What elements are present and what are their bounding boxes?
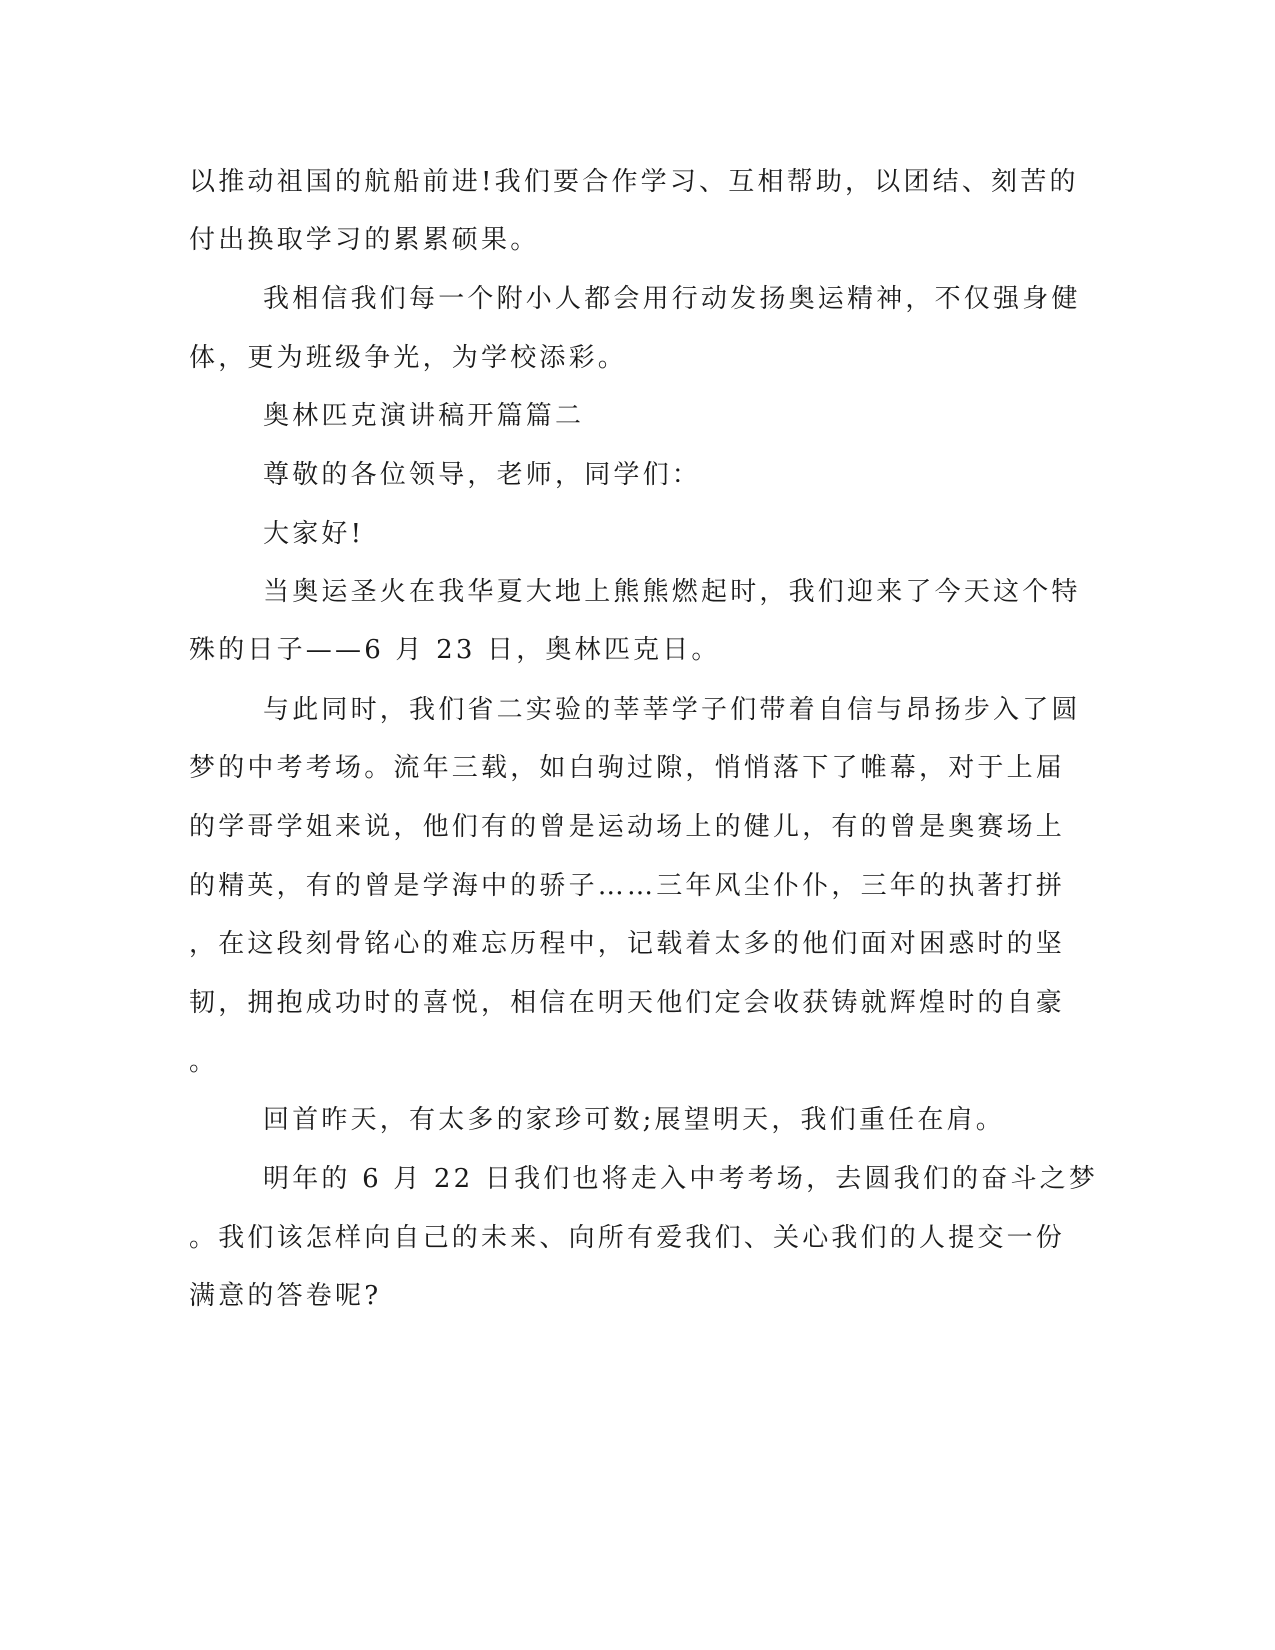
text-line: 以推动祖国的航船前进!我们要合作学习、互相帮助，以团结、刻苦的: [189, 167, 1079, 197]
section-heading: 奥林匹克演讲稿开篇篇二: [263, 401, 585, 431]
text-line: 付出换取学习的累累硕果。: [189, 225, 540, 255]
text-line: 。我们该怎样向自己的未来、向所有爱我们、关心我们的人提交一份: [189, 1223, 1066, 1253]
text-line: 的学哥学姐来说，他们有的曾是运动场上的健儿，有的曾是奥赛场上: [189, 812, 1066, 842]
text-line: ，在这段刻骨铭心的难忘历程中，记载着太多的他们面对困惑时的坚: [189, 929, 1066, 959]
text-line: 满意的答卷呢?: [189, 1281, 382, 1311]
text-line: 的精英，有的曾是学海中的骄子……三年风尘仆仆，三年的执著打拼: [189, 871, 1066, 901]
text-line: 体，更为班级争光，为学校添彩。: [189, 343, 628, 373]
greeting: 大家好!: [263, 519, 365, 549]
text-line: 当奥运圣火在我华夏大地上熊熊燃起时，我们迎来了今天这个特: [263, 577, 1081, 607]
text-line: 殊的日子——6 月 23 日，奥林匹克日。: [189, 635, 721, 665]
text-line: 明年的 6 月 22 日我们也将走入中考考场，去圆我们的奋斗之梦: [263, 1164, 1099, 1194]
text-line: 梦的中考考场。流年三载，如白驹过隙，悄悄落下了帷幕，对于上届: [189, 753, 1066, 783]
text-line: 。: [189, 1047, 219, 1077]
text-line: 我相信我们每一个附小人都会用行动发扬奥运精神，不仅强身健: [263, 284, 1081, 314]
text-line: 回首昨天，有太多的家珍可数;展望明天，我们重任在肩。: [263, 1105, 1005, 1135]
text-line: 韧，拥抱成功时的喜悦，相信在明天他们定会收获铸就辉煌时的自豪: [189, 988, 1066, 1018]
salutation: 尊敬的各位领导，老师，同学们：: [263, 460, 702, 490]
text-line: 与此同时，我们省二实验的莘莘学子们带着自信与昂扬步入了圆: [263, 695, 1081, 725]
